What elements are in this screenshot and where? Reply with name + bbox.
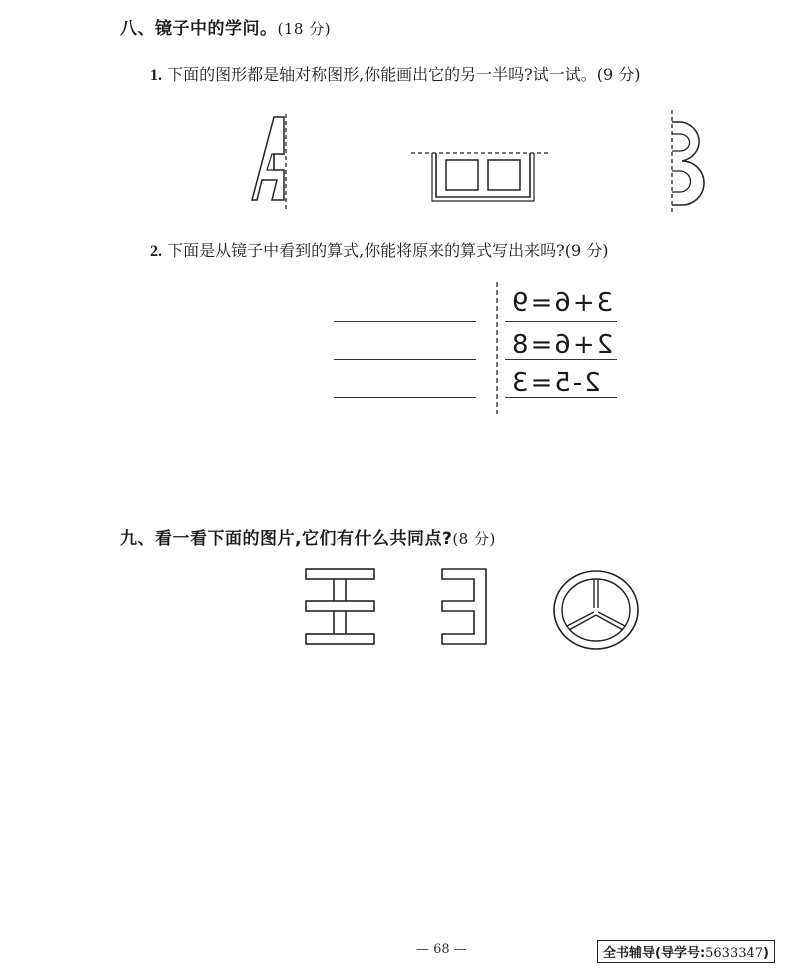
question-2-number: 2. — [150, 243, 162, 260]
page-number: — 68 — — [416, 942, 467, 957]
section-8-title-text: 八、镜子中的学问。 — [120, 19, 278, 39]
question-1-text: 下面的图形都是轴对称图形,你能画出它的另一半吗?试一试。 — [167, 65, 597, 84]
mirrored-equation-1: 3+6=9 — [510, 288, 614, 318]
question-2 — [150, 238, 609, 261]
answer-line-3[interactable] — [334, 397, 476, 398]
question-2-score: (9 分) — [564, 241, 609, 260]
section-8-score: (18 分) — [277, 20, 332, 38]
steering-wheel-figure — [550, 568, 642, 652]
answer-line-1[interactable] — [334, 321, 476, 322]
question-1 — [150, 62, 641, 85]
mirrored-equation-3: 2-5=3 — [510, 368, 601, 398]
e-shape-figure — [438, 566, 490, 648]
footer-badge — [597, 940, 775, 963]
equation-underline-2 — [505, 359, 617, 360]
half-letter-b-figure — [662, 108, 712, 214]
mirror-line — [494, 282, 500, 414]
equation-underline-1 — [505, 321, 617, 322]
footer-badge-code: 5633347 — [705, 946, 764, 961]
half-window-figure — [405, 144, 555, 204]
answer-line-2[interactable] — [334, 359, 476, 360]
section-8-title — [120, 14, 331, 39]
equation-underline-3 — [505, 397, 617, 398]
section-9-score: (8 分) — [452, 530, 496, 548]
question-1-score: (9 分) — [596, 65, 641, 84]
footer-badge-close: ) — [763, 946, 769, 961]
section-9-title-text: 九、看一看下面的图片,它们有什么共同点? — [120, 529, 453, 549]
question-1-number: 1. — [150, 67, 162, 84]
question-2-text: 下面是从镜子中看到的算式,你能将原来的算式写出来吗? — [167, 241, 565, 260]
footer-badge-text: 全书辅导(导学号: — [603, 946, 706, 961]
half-letter-a-figure — [248, 112, 308, 216]
mirrored-equation-2: 2+6=8 — [510, 330, 614, 360]
section-9-title — [120, 524, 496, 549]
i-beam-figure — [302, 566, 378, 648]
